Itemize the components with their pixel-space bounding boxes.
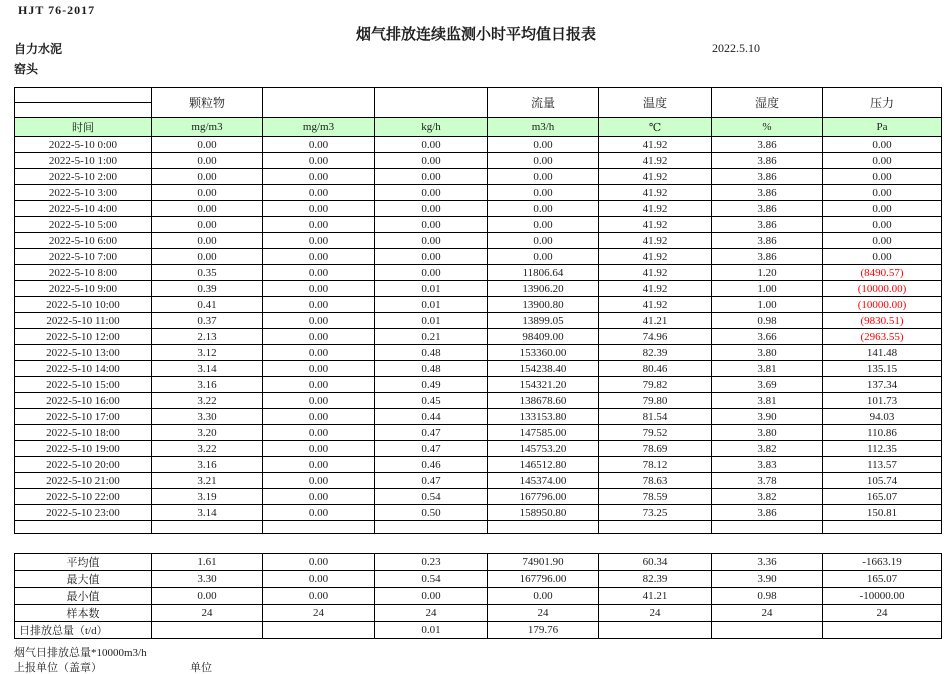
value-cell: 41.92 bbox=[599, 265, 712, 281]
value-cell: 0.00 bbox=[263, 505, 375, 521]
table-row bbox=[15, 233, 942, 249]
time-cell: 2022-5-10 10:00 bbox=[15, 297, 152, 313]
summary-value-cell: 60.34 bbox=[599, 554, 712, 571]
table-row bbox=[15, 377, 942, 393]
time-cell: 2022-5-10 15:00 bbox=[15, 377, 152, 393]
value-cell: 3.86 bbox=[712, 217, 823, 233]
time-cell: 2022-5-10 8:00 bbox=[15, 265, 152, 281]
value-cell: 0.98 bbox=[712, 313, 823, 329]
table-row bbox=[15, 489, 942, 505]
value-cell: 0.00 bbox=[263, 169, 375, 185]
time-cell: 2022-5-10 18:00 bbox=[15, 425, 152, 441]
value-cell: 3.69 bbox=[712, 377, 823, 393]
summary-value-cell: 0.01 bbox=[375, 622, 488, 639]
table-row bbox=[15, 137, 942, 153]
value-cell: 0.00 bbox=[823, 217, 942, 233]
value-cell: 3.86 bbox=[712, 137, 823, 153]
value-cell: 41.92 bbox=[599, 297, 712, 313]
value-cell: 3.81 bbox=[712, 393, 823, 409]
value-cell: 0.00 bbox=[263, 329, 375, 345]
time-cell: 2022-5-10 23:00 bbox=[15, 505, 152, 521]
value-cell: 0.00 bbox=[488, 249, 599, 265]
value-cell: 79.82 bbox=[599, 377, 712, 393]
value-cell: 3.86 bbox=[712, 153, 823, 169]
value-cell: 0.00 bbox=[488, 169, 599, 185]
value-cell: 98409.00 bbox=[488, 329, 599, 345]
value-cell: 0.39 bbox=[152, 281, 263, 297]
value-cell: 0.54 bbox=[375, 489, 488, 505]
value-cell: 3.86 bbox=[712, 233, 823, 249]
value-cell: 3.86 bbox=[712, 169, 823, 185]
table-row bbox=[15, 505, 942, 521]
value-cell: 133153.80 bbox=[488, 409, 599, 425]
value-cell: 80.46 bbox=[599, 361, 712, 377]
value-cell: 0.00 bbox=[488, 217, 599, 233]
summary-value-cell: 165.07 bbox=[823, 571, 942, 588]
time-cell: 2022-5-10 6:00 bbox=[15, 233, 152, 249]
summary-value-cell: 74901.90 bbox=[488, 554, 599, 571]
value-cell: 3.19 bbox=[152, 489, 263, 505]
table-row bbox=[15, 425, 942, 441]
value-cell: 3.86 bbox=[712, 201, 823, 217]
value-cell: 146512.80 bbox=[488, 457, 599, 473]
value-cell: 0.00 bbox=[263, 457, 375, 473]
value-cell: 0.00 bbox=[263, 473, 375, 489]
value-cell: 0.00 bbox=[263, 281, 375, 297]
value-cell: (10000.00) bbox=[823, 297, 942, 313]
value-cell: 3.78 bbox=[712, 473, 823, 489]
summary-row bbox=[15, 554, 942, 571]
value-cell: 0.00 bbox=[263, 313, 375, 329]
footer-total-note: 烟气日排放总量*10000m3/h bbox=[14, 647, 147, 659]
table-row bbox=[15, 265, 942, 281]
value-cell: 0.00 bbox=[152, 249, 263, 265]
value-cell: 101.73 bbox=[823, 393, 942, 409]
value-cell: 79.52 bbox=[599, 425, 712, 441]
time-cell: 2022-5-10 3:00 bbox=[15, 185, 152, 201]
unit-mgm3-2: mg/m3 bbox=[263, 118, 375, 137]
header-col1-top bbox=[15, 88, 152, 103]
time-cell: 2022-5-10 9:00 bbox=[15, 281, 152, 297]
value-cell: 3.81 bbox=[712, 361, 823, 377]
summary-value-cell bbox=[823, 622, 942, 639]
value-cell: 81.54 bbox=[599, 409, 712, 425]
value-cell: 0.00 bbox=[375, 233, 488, 249]
value-cell: (9830.51) bbox=[823, 313, 942, 329]
value-cell: 0.47 bbox=[375, 441, 488, 457]
table-row bbox=[15, 441, 942, 457]
unit-mgm3-1: mg/m3 bbox=[152, 118, 263, 137]
time-cell: 2022-5-10 22:00 bbox=[15, 489, 152, 505]
value-cell: 0.41 bbox=[152, 297, 263, 313]
value-cell: 3.86 bbox=[712, 185, 823, 201]
summary-value-cell: 0.00 bbox=[375, 588, 488, 605]
value-cell: 73.25 bbox=[599, 505, 712, 521]
summary-table bbox=[14, 553, 942, 639]
value-cell: 3.20 bbox=[152, 425, 263, 441]
time-cell: 2022-5-10 14:00 bbox=[15, 361, 152, 377]
table-row bbox=[15, 361, 942, 377]
value-cell: 0.00 bbox=[263, 297, 375, 313]
value-cell: 3.22 bbox=[152, 393, 263, 409]
header-humidity: 湿度 bbox=[712, 88, 823, 118]
time-cell: 2022-5-10 1:00 bbox=[15, 153, 152, 169]
value-cell: 0.00 bbox=[263, 265, 375, 281]
value-cell: 41.21 bbox=[599, 313, 712, 329]
summary-value-cell: 24 bbox=[712, 605, 823, 622]
value-cell: 3.12 bbox=[152, 345, 263, 361]
value-cell: 0.00 bbox=[375, 201, 488, 217]
header-col4 bbox=[375, 88, 488, 118]
footer-unit-label: 单位 bbox=[190, 662, 212, 674]
company-name: 自力水泥 bbox=[14, 42, 63, 56]
summary-value-cell: 167796.00 bbox=[488, 571, 599, 588]
value-cell: 0.01 bbox=[375, 281, 488, 297]
table-row bbox=[15, 185, 942, 201]
value-cell: 0.00 bbox=[263, 201, 375, 217]
summary-value-cell: 0.00 bbox=[263, 588, 375, 605]
value-cell: 41.92 bbox=[599, 201, 712, 217]
value-cell: 0.00 bbox=[263, 345, 375, 361]
value-cell: 0.00 bbox=[375, 153, 488, 169]
value-cell: 0.00 bbox=[152, 217, 263, 233]
value-cell: 165.07 bbox=[823, 489, 942, 505]
time-cell: 2022-5-10 0:00 bbox=[15, 137, 152, 153]
header-flow: 流量 bbox=[488, 88, 599, 118]
value-cell: 0.49 bbox=[375, 377, 488, 393]
value-cell: 0.00 bbox=[375, 217, 488, 233]
value-cell: 1.20 bbox=[712, 265, 823, 281]
value-cell: 79.80 bbox=[599, 393, 712, 409]
value-cell: 0.00 bbox=[823, 153, 942, 169]
value-cell: 0.00 bbox=[263, 233, 375, 249]
summary-value-cell: 179.76 bbox=[488, 622, 599, 639]
page-title: 烟气排放连续监测小时平均值日报表 bbox=[355, 27, 596, 43]
value-cell: 0.00 bbox=[263, 425, 375, 441]
value-cell: 158950.80 bbox=[488, 505, 599, 521]
summary-row bbox=[15, 588, 942, 605]
time-cell: 2022-5-10 12:00 bbox=[15, 329, 152, 345]
summary-row bbox=[15, 605, 942, 622]
value-cell: 0.00 bbox=[823, 185, 942, 201]
value-cell: 3.90 bbox=[712, 409, 823, 425]
spacer-row bbox=[15, 521, 942, 534]
table-row bbox=[15, 393, 942, 409]
value-cell: 0.01 bbox=[375, 313, 488, 329]
value-cell: 41.92 bbox=[599, 153, 712, 169]
value-cell: 78.63 bbox=[599, 473, 712, 489]
value-cell: 78.69 bbox=[599, 441, 712, 457]
summary-value-cell: 24 bbox=[599, 605, 712, 622]
summary-value-cell: 24 bbox=[263, 605, 375, 622]
summary-value-cell: 24 bbox=[823, 605, 942, 622]
value-cell: 41.92 bbox=[599, 217, 712, 233]
value-cell: 41.92 bbox=[599, 169, 712, 185]
value-cell: 3.30 bbox=[152, 409, 263, 425]
summary-value-cell: 41.21 bbox=[599, 588, 712, 605]
value-cell: 0.00 bbox=[263, 393, 375, 409]
value-cell: 1.00 bbox=[712, 281, 823, 297]
value-cell: 0.00 bbox=[152, 169, 263, 185]
summary-value-cell: 0.00 bbox=[488, 588, 599, 605]
summary-label: 样本数 bbox=[15, 605, 152, 622]
time-cell: 2022-5-10 19:00 bbox=[15, 441, 152, 457]
summary-value-cell: 0.98 bbox=[712, 588, 823, 605]
value-cell: 0.00 bbox=[263, 217, 375, 233]
summary-value-cell: 0.00 bbox=[263, 571, 375, 588]
table-row bbox=[15, 457, 942, 473]
value-cell: 110.86 bbox=[823, 425, 942, 441]
value-cell: 0.00 bbox=[152, 201, 263, 217]
unit-time: 时间 bbox=[15, 118, 152, 137]
table-row bbox=[15, 169, 942, 185]
value-cell: 0.46 bbox=[375, 457, 488, 473]
value-cell: 138678.60 bbox=[488, 393, 599, 409]
value-cell: 41.92 bbox=[599, 137, 712, 153]
value-cell: 0.50 bbox=[375, 505, 488, 521]
value-cell: 137.34 bbox=[823, 377, 942, 393]
time-cell: 2022-5-10 7:00 bbox=[15, 249, 152, 265]
unit-header-row bbox=[15, 118, 942, 137]
header-group-row-1 bbox=[15, 88, 942, 103]
value-cell: 0.47 bbox=[375, 425, 488, 441]
header-col1-bottom bbox=[15, 103, 152, 118]
table-row bbox=[15, 313, 942, 329]
value-cell: 0.00 bbox=[375, 265, 488, 281]
time-cell: 2022-5-10 5:00 bbox=[15, 217, 152, 233]
time-cell: 2022-5-10 4:00 bbox=[15, 201, 152, 217]
value-cell: 0.00 bbox=[488, 185, 599, 201]
time-cell: 2022-5-10 11:00 bbox=[15, 313, 152, 329]
value-cell: 0.48 bbox=[375, 361, 488, 377]
value-cell: 135.15 bbox=[823, 361, 942, 377]
summary-value-cell: 0.23 bbox=[375, 554, 488, 571]
table-row bbox=[15, 409, 942, 425]
value-cell: 0.00 bbox=[823, 169, 942, 185]
value-cell: 141.48 bbox=[823, 345, 942, 361]
value-cell: 41.92 bbox=[599, 233, 712, 249]
value-cell: 3.86 bbox=[712, 505, 823, 521]
header-col3 bbox=[263, 88, 375, 118]
value-cell: 3.82 bbox=[712, 441, 823, 457]
time-cell: 2022-5-10 17:00 bbox=[15, 409, 152, 425]
value-cell: 0.45 bbox=[375, 393, 488, 409]
value-cell: 0.00 bbox=[263, 377, 375, 393]
value-cell: (10000.00) bbox=[823, 281, 942, 297]
header-temperature: 温度 bbox=[599, 88, 712, 118]
value-cell: 0.00 bbox=[152, 153, 263, 169]
summary-value-cell bbox=[712, 622, 823, 639]
summary-value-cell bbox=[263, 622, 375, 639]
value-cell: 11806.64 bbox=[488, 265, 599, 281]
value-cell: 0.00 bbox=[152, 185, 263, 201]
value-cell: 154238.40 bbox=[488, 361, 599, 377]
value-cell: 0.00 bbox=[823, 201, 942, 217]
summary-value-cell: -10000.00 bbox=[823, 588, 942, 605]
unit-celsius: ℃ bbox=[599, 118, 712, 137]
value-cell: 0.00 bbox=[263, 361, 375, 377]
value-cell: 0.00 bbox=[263, 185, 375, 201]
value-cell: 0.00 bbox=[375, 137, 488, 153]
report-date: 2022.5.10 bbox=[712, 41, 760, 55]
summary-value-cell: -1663.19 bbox=[823, 554, 942, 571]
value-cell: 0.00 bbox=[263, 489, 375, 505]
table-row bbox=[15, 329, 942, 345]
summary-label: 平均值 bbox=[15, 554, 152, 571]
time-cell: 2022-5-10 16:00 bbox=[15, 393, 152, 409]
value-cell: 78.59 bbox=[599, 489, 712, 505]
summary-value-cell bbox=[599, 622, 712, 639]
value-cell: (8490.57) bbox=[823, 265, 942, 281]
value-cell: 41.92 bbox=[599, 249, 712, 265]
value-cell: 41.92 bbox=[599, 281, 712, 297]
table-row bbox=[15, 201, 942, 217]
value-cell: 0.00 bbox=[375, 169, 488, 185]
table-row bbox=[15, 297, 942, 313]
value-cell: 0.00 bbox=[823, 233, 942, 249]
value-cell: 0.21 bbox=[375, 329, 488, 345]
value-cell: 13900.80 bbox=[488, 297, 599, 313]
value-cell: 0.00 bbox=[488, 137, 599, 153]
table-row bbox=[15, 217, 942, 233]
summary-value-cell: 82.39 bbox=[599, 571, 712, 588]
value-cell: 3.86 bbox=[712, 249, 823, 265]
value-cell: 145374.00 bbox=[488, 473, 599, 489]
value-cell: 0.00 bbox=[263, 249, 375, 265]
value-cell: 94.03 bbox=[823, 409, 942, 425]
value-cell: 78.12 bbox=[599, 457, 712, 473]
value-cell: 0.00 bbox=[263, 441, 375, 457]
value-cell: 0.00 bbox=[823, 137, 942, 153]
value-cell: 74.96 bbox=[599, 329, 712, 345]
time-cell: 2022-5-10 21:00 bbox=[15, 473, 152, 489]
value-cell: 13899.05 bbox=[488, 313, 599, 329]
header-pressure: 压力 bbox=[823, 88, 942, 118]
value-cell: 0.01 bbox=[375, 297, 488, 313]
value-cell: 147585.00 bbox=[488, 425, 599, 441]
table-row bbox=[15, 249, 942, 265]
value-cell: 0.00 bbox=[375, 249, 488, 265]
value-cell: 3.14 bbox=[152, 361, 263, 377]
value-cell: 0.00 bbox=[488, 233, 599, 249]
summary-row bbox=[15, 571, 942, 588]
summary-value-cell: 24 bbox=[375, 605, 488, 622]
table-row bbox=[15, 345, 942, 361]
value-cell: 1.00 bbox=[712, 297, 823, 313]
time-cell: 2022-5-10 2:00 bbox=[15, 169, 152, 185]
value-cell: 2.13 bbox=[152, 329, 263, 345]
summary-row bbox=[15, 622, 942, 639]
footer-report-unit-label: 上报单位（盖章） bbox=[14, 662, 102, 674]
standard-number: HJT 76-2017 bbox=[18, 3, 96, 17]
value-cell: 3.22 bbox=[152, 441, 263, 457]
value-cell: 0.47 bbox=[375, 473, 488, 489]
value-cell: 145753.20 bbox=[488, 441, 599, 457]
value-cell: 3.82 bbox=[712, 489, 823, 505]
unit-pa: Pa bbox=[823, 118, 942, 137]
value-cell: 3.83 bbox=[712, 457, 823, 473]
value-cell: 13906.20 bbox=[488, 281, 599, 297]
hourly-average-table bbox=[14, 87, 942, 534]
time-cell: 2022-5-10 20:00 bbox=[15, 457, 152, 473]
table-row bbox=[15, 153, 942, 169]
value-cell: 3.80 bbox=[712, 425, 823, 441]
value-cell: 82.39 bbox=[599, 345, 712, 361]
unit-kgh: kg/h bbox=[375, 118, 488, 137]
value-cell: 150.81 bbox=[823, 505, 942, 521]
value-cell: 0.00 bbox=[263, 409, 375, 425]
value-cell: 105.74 bbox=[823, 473, 942, 489]
time-cell: 2022-5-10 13:00 bbox=[15, 345, 152, 361]
summary-value-cell: 1.61 bbox=[152, 554, 263, 571]
value-cell: 0.44 bbox=[375, 409, 488, 425]
summary-value-cell: 24 bbox=[488, 605, 599, 622]
summary-value-cell: 0.00 bbox=[152, 588, 263, 605]
value-cell: 112.35 bbox=[823, 441, 942, 457]
value-cell: 0.00 bbox=[263, 137, 375, 153]
summary-value-cell bbox=[152, 622, 263, 639]
summary-label: 最小值 bbox=[15, 588, 152, 605]
value-cell: 3.66 bbox=[712, 329, 823, 345]
value-cell: 0.00 bbox=[263, 153, 375, 169]
summary-value-cell: 3.90 bbox=[712, 571, 823, 588]
value-cell: 0.00 bbox=[152, 137, 263, 153]
summary-label: 日排放总量（t/d） bbox=[15, 622, 152, 639]
value-cell: 0.00 bbox=[488, 201, 599, 217]
value-cell: 0.37 bbox=[152, 313, 263, 329]
table-row bbox=[15, 473, 942, 489]
value-cell: 153360.00 bbox=[488, 345, 599, 361]
value-cell: 0.00 bbox=[152, 233, 263, 249]
value-cell: 0.00 bbox=[488, 153, 599, 169]
table-row bbox=[15, 281, 942, 297]
value-cell: 154321.20 bbox=[488, 377, 599, 393]
value-cell: 0.35 bbox=[152, 265, 263, 281]
value-cell: 0.00 bbox=[375, 185, 488, 201]
value-cell: 113.57 bbox=[823, 457, 942, 473]
value-cell: 0.00 bbox=[823, 249, 942, 265]
value-cell: 3.16 bbox=[152, 457, 263, 473]
summary-value-cell: 3.36 bbox=[712, 554, 823, 571]
value-cell: 3.16 bbox=[152, 377, 263, 393]
value-cell: 3.14 bbox=[152, 505, 263, 521]
station-name: 窑头 bbox=[14, 62, 39, 76]
unit-m3h: m3/h bbox=[488, 118, 599, 137]
unit-percent: % bbox=[712, 118, 823, 137]
summary-value-cell: 24 bbox=[152, 605, 263, 622]
summary-value-cell: 0.54 bbox=[375, 571, 488, 588]
value-cell: 3.80 bbox=[712, 345, 823, 361]
value-cell: 41.92 bbox=[599, 185, 712, 201]
value-cell: 0.48 bbox=[375, 345, 488, 361]
value-cell: (2963.55) bbox=[823, 329, 942, 345]
value-cell: 3.21 bbox=[152, 473, 263, 489]
summary-value-cell: 3.30 bbox=[152, 571, 263, 588]
value-cell: 167796.00 bbox=[488, 489, 599, 505]
summary-label: 最大值 bbox=[15, 571, 152, 588]
header-particulate: 颗粒物 bbox=[152, 88, 263, 118]
summary-value-cell: 0.00 bbox=[263, 554, 375, 571]
